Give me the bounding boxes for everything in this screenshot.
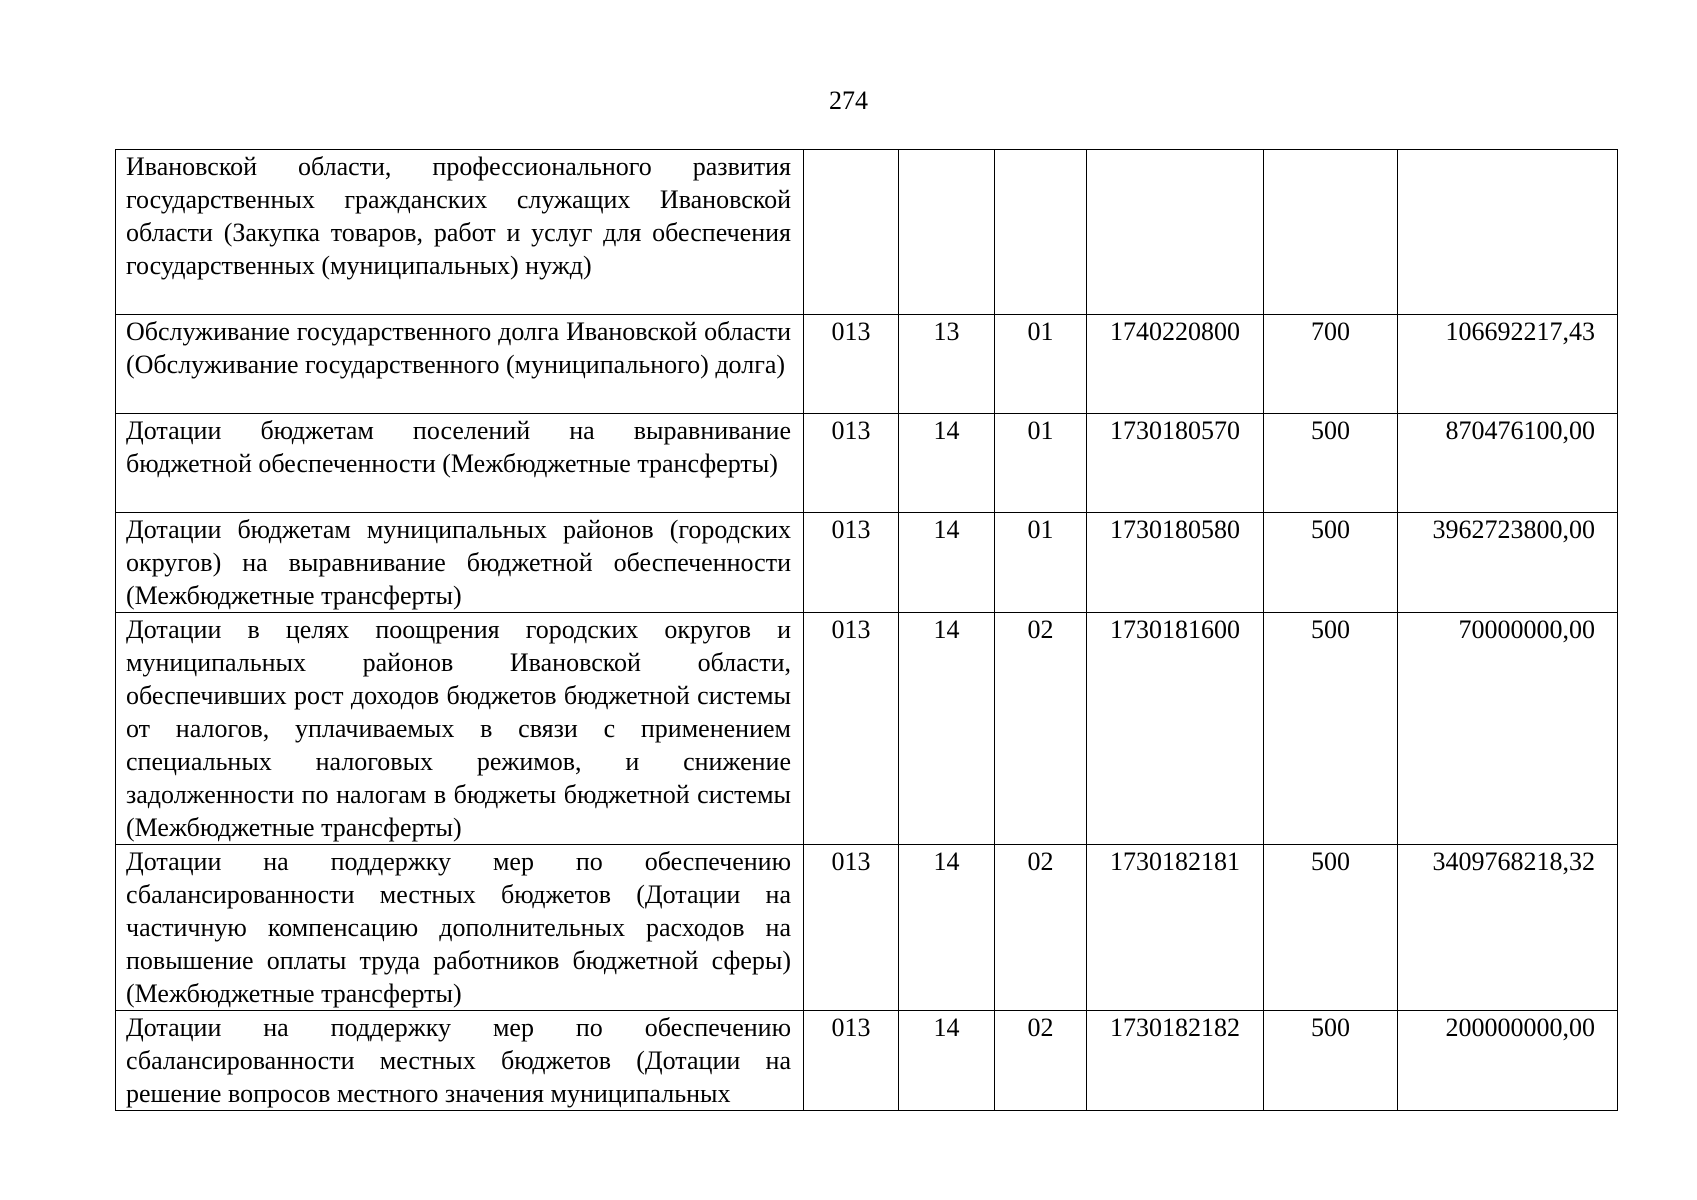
section-code: 14 [899,613,995,845]
subsection-code: 01 [995,513,1087,613]
subsection-code: 01 [995,315,1087,414]
target-article-code: 1740220800 [1087,315,1264,414]
row-description: Дотации на поддержку мер по обеспечению сбалансированности местных бюджетов (Дотации на решение вопросов местного значения муниципальных [116,1011,804,1111]
ministry-code [804,150,899,315]
target-article-code: 1730182182 [1087,1011,1264,1111]
subsection-code [995,150,1087,315]
table-row [116,1011,1618,1111]
table-row [116,315,1618,414]
section-code: 14 [899,414,995,513]
row-description: Дотации в целях поощрения городских округов и муниципальных районов Ивановской области, обеспечивших рост доходов бюджетов бюджетной системы от налогов, уплачиваемых в связи с применением специальных налоговых режимов, и снижение задолженности по налогам в бюджеты бюджетной системы (Межбюджетные трансферты) [116,613,804,845]
subsection-code: 02 [995,613,1087,845]
table-row [116,845,1618,1011]
amount: 870476100,00 [1398,414,1618,513]
target-article-code: 1730180570 [1087,414,1264,513]
expense-type-code: 500 [1264,414,1398,513]
row-description: Дотации бюджетам муниципальных районов (городских округов) на выравнивание бюджетной обеспеченности (Межбюджетные трансферты) [116,513,804,613]
table-row [116,513,1618,613]
section-code: 13 [899,315,995,414]
ministry-code: 013 [804,315,899,414]
budget-table [115,149,1618,1111]
row-description: Ивановской области, профессионального развития государственных гражданских служащих Ивановской области (Закупка товаров, работ и услуг для обеспечения государственных (муниципальных) нужд) [116,150,804,315]
ministry-code: 013 [804,414,899,513]
amount: 3962723800,00 [1398,513,1618,613]
subsection-code: 01 [995,414,1087,513]
row-description: Дотации на поддержку мер по обеспечению сбалансированности местных бюджетов (Дотации на частичную компенсацию дополнительных расходов на повышение оплаты труда работников бюджетной сферы) (Межбюджетные трансферты) [116,845,804,1011]
amount: 200000000,00 [1398,1011,1618,1111]
expense-type-code: 500 [1264,1011,1398,1111]
expense-type-code: 700 [1264,315,1398,414]
target-article-code [1087,150,1264,315]
amount: 70000000,00 [1398,613,1618,845]
ministry-code: 013 [804,613,899,845]
expense-type-code [1264,150,1398,315]
target-article-code: 1730182181 [1087,845,1264,1011]
subsection-code: 02 [995,1011,1087,1111]
ministry-code: 013 [804,845,899,1011]
ministry-code: 013 [804,1011,899,1111]
ministry-code: 013 [804,513,899,613]
section-code: 14 [899,513,995,613]
row-description: Дотации бюджетам поселений на выравнивание бюджетной обеспеченности (Межбюджетные трансферты) [116,414,804,513]
target-article-code: 1730181600 [1087,613,1264,845]
section-code: 14 [899,845,995,1011]
page-number: 274 [829,86,868,115]
expense-type-code: 500 [1264,513,1398,613]
table-row [116,414,1618,513]
expense-type-code: 500 [1264,613,1398,845]
section-code [899,150,995,315]
subsection-code: 02 [995,845,1087,1011]
expense-type-code: 500 [1264,845,1398,1011]
table-row [116,150,1618,315]
amount: 3409768218,32 [1398,845,1618,1011]
row-description: Обслуживание государственного долга Ивановской области (Обслуживание государственного (муниципального) долга) [116,315,804,414]
amount: 106692217,43 [1398,315,1618,414]
section-code: 14 [899,1011,995,1111]
target-article-code: 1730180580 [1087,513,1264,613]
amount [1398,150,1618,315]
table-row [116,613,1618,845]
